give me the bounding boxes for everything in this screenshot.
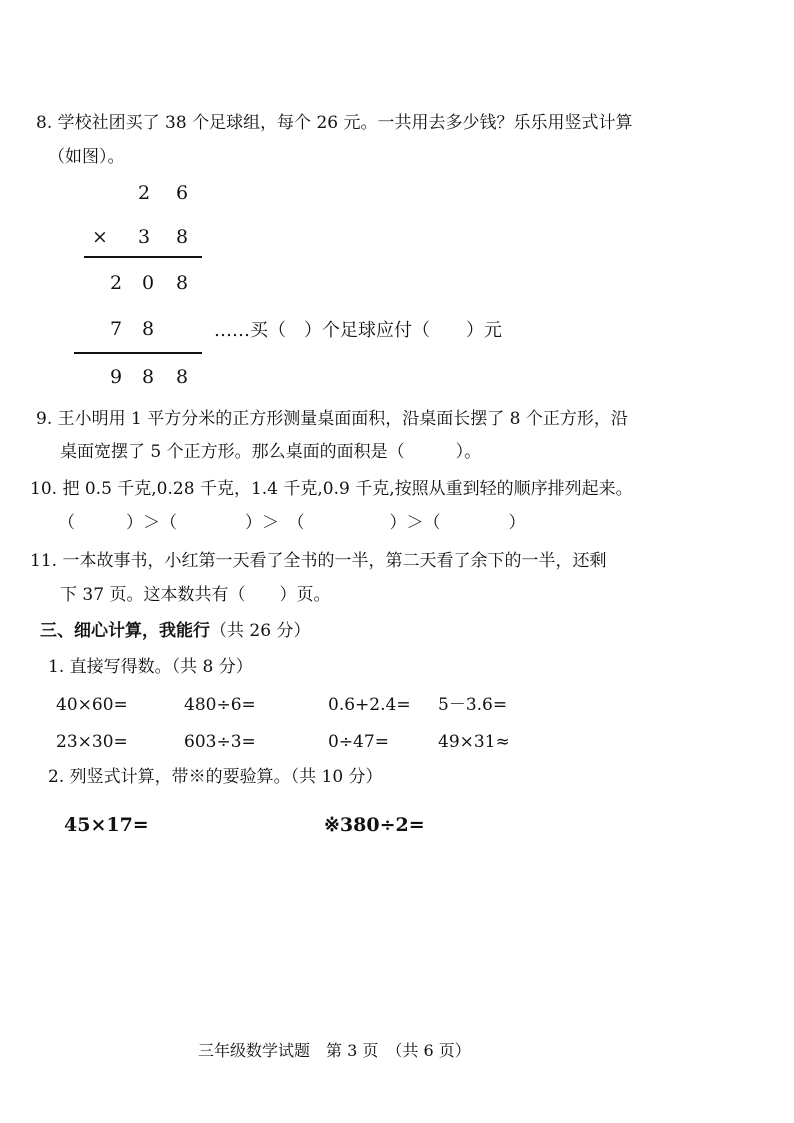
mult-rule-1: [84, 256, 202, 258]
q10-line1: 10. 把 0.5 千克,0.28 千克，1.4 千克,0.9 千克,按照从重到轻的顺序排列起来。: [30, 479, 633, 499]
mult-operator: ×: [92, 226, 108, 248]
q8-line1: 8. 学校社团买了 38 个足球组，每个 26 元。一共用去多少钱？乐乐用竖式计算: [36, 113, 633, 133]
oral-calc-item: 0÷47=: [328, 732, 389, 752]
oral-calc-item: 480÷6=: [184, 695, 256, 715]
page-footer: 三年级数学试题 第 3 页 （共 6 页）: [198, 1041, 471, 1060]
q8-line2: （如图）。: [48, 147, 125, 167]
q10-line2: （ ）＞（ ）＞ （ ）＞（ ）: [58, 513, 526, 533]
q11-line2: 下 37 页。这本数共有（ ）页。: [60, 585, 331, 605]
q9-line1: 9. 王小明用 1 平方分米的正方形测量桌面面积，沿桌面长摆了 8 个正方形，沿: [36, 409, 628, 429]
mult-partial2-digit: 8: [142, 318, 155, 340]
vertical-calc-item: 45×17=: [64, 814, 149, 836]
section-3-heading: [40, 620, 310, 642]
mult-top-digit: 2: [138, 182, 151, 204]
oral-calc-item: 0.6+2.4=: [328, 695, 411, 715]
mult-partial1-digit: 2: [110, 272, 123, 294]
oral-calc-item: 40×60=: [56, 695, 128, 715]
q9-line2: 桌面宽摆了 5 个正方形。那么桌面的面积是（ ）。: [60, 442, 482, 462]
mult-result-digit: 8: [176, 366, 189, 388]
mult-second-digit: 3: [138, 226, 151, 248]
mult-top-digit: 6: [176, 182, 189, 204]
vertical-calc-item: ※380÷2=: [324, 814, 425, 836]
mult-result-digit: 8: [142, 366, 155, 388]
mult-second-digit: 8: [176, 226, 189, 248]
mult-rule-2: [74, 352, 202, 354]
mult-partial1-digit: 0: [142, 272, 155, 294]
mult-partial2-digit: 7: [110, 318, 123, 340]
mult-partial1-digit: 8: [176, 272, 189, 294]
oral-calc-item: 603÷3=: [184, 732, 256, 752]
section-3-title: 三、细心计算，我能行: [40, 621, 210, 641]
q8-blank-text: ……买（ ）个足球应付（ ）元: [214, 320, 502, 341]
oral-calc-item: 23×30=: [56, 732, 128, 752]
mult-result-digit: 9: [110, 366, 123, 388]
sub1-title: 1. 直接写得数。（共 8 分）: [48, 657, 253, 677]
oral-calc-item: 5－3.6=: [438, 695, 508, 715]
q11-line1: 11. 一本故事书，小红第一天看了全书的一半，第二天看了余下的一半，还剩: [30, 551, 607, 571]
section-3-points: （共 26 分）: [210, 621, 311, 641]
oral-calc-item: 49×31≈: [438, 732, 510, 752]
sub2-title: 2. 列竖式计算，带※的要验算。（共 10 分）: [48, 767, 383, 787]
